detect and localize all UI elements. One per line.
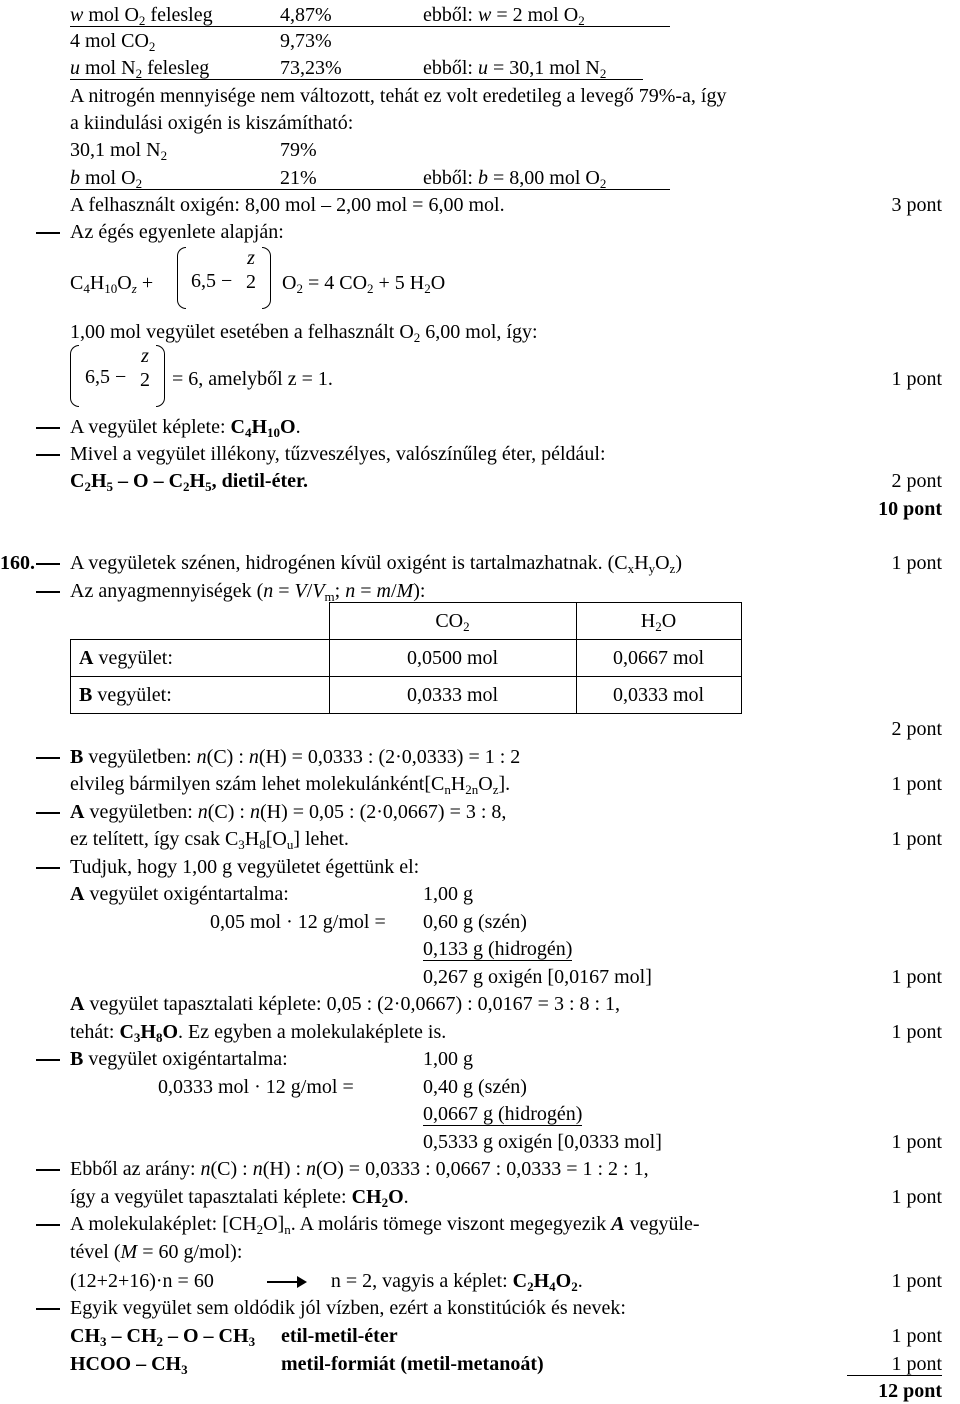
paragraph-line: Az anyagmennyiségek ($n = V/V_m$; n = m/M): xyxy=(70,580,426,604)
percent: 73,23% xyxy=(280,57,342,79)
fraction-denominator: 2 xyxy=(246,271,256,293)
question-number: 160. xyxy=(0,552,35,574)
fraction-denominator: 2 xyxy=(140,369,150,391)
points-total: 10 pont xyxy=(878,498,942,520)
table-header-row xyxy=(71,603,742,640)
text: mol $O_2$ felesleg xyxy=(83,4,213,28)
paragraph-line: A vegyület tapasztalati képlete: 0,05 : (2·0,0667) : 0,0167 = 3 : 8 : 1, xyxy=(70,993,621,1015)
result: ebből: w = 2 mol $O_2$ xyxy=(423,4,585,28)
arrow-right-icon xyxy=(267,1281,305,1283)
percent: 21% xyxy=(280,167,317,189)
points-underlined: 1 pont xyxy=(847,1353,942,1376)
table-header: $H_2O$ xyxy=(576,603,741,640)
compound-name: metil-formiát (metil-metanoát) xyxy=(281,1353,544,1375)
points: 1 pont xyxy=(891,966,942,988)
paragraph-line: A molekulaképlet: $[CH_2O]_n$. A moláris tömege viszont megegyezik A vegyüle- xyxy=(70,1213,700,1237)
paragraph-line: Ebből az arány: n(C) : n(H) : n(O) = 0,0333 : 0,0667 : 0,0333 = 1 : 2 : 1, xyxy=(70,1158,649,1180)
paren-right xyxy=(156,345,165,407)
paren-left xyxy=(177,247,186,309)
fraction xyxy=(135,346,155,394)
paragraph-line: A felhasznált oxigén: 8,00 mol – 2,00 mol = 6,00 mol. xyxy=(70,194,505,216)
calc-value xyxy=(423,1101,582,1127)
equation-combustion: $C_4H_{10}O_z$ + xyxy=(70,272,154,296)
compound-name: etil-metil-éter xyxy=(281,1325,398,1347)
line-co2 xyxy=(70,28,332,54)
calc-value-underlined: 0,0667 g (hidrogén) xyxy=(423,1103,583,1125)
points: 2 pont xyxy=(891,718,942,740)
text: 30,1 mol $N_2$ xyxy=(70,139,168,163)
paragraph-line: A nitrogén mennyisége nem változott, tehát ez volt eredetileg a levegő 79%-a, így xyxy=(70,85,727,107)
points: 1 pont xyxy=(891,1270,942,1292)
paragraph-line: 1,00 mol vegyület esetében a felhasznált $O_2$ 6,00 mol, így: xyxy=(70,321,538,345)
calc-value: 1,00 g xyxy=(423,883,473,905)
calc-value: 0,40 g (szén) xyxy=(423,1076,527,1098)
paragraph-line: A vegyületek szénen, hidrogénen kívül oxigént is tartalmazhatnak. $(C_xH_yO_z)$ xyxy=(70,552,682,576)
fraction-numerator: z xyxy=(247,247,255,269)
formula-line: HCOO – $CH_3$ xyxy=(70,1353,188,1377)
paragraph-line: ez telített, így csak $C_3H_8[O_u]$ lehet. xyxy=(70,828,349,852)
calc-label: B vegyület oxigéntartalma: xyxy=(70,1048,288,1070)
paragraph-line: tével (M = 60 g/mol): xyxy=(70,1241,243,1263)
percent: 4,87% xyxy=(280,4,332,26)
paragraph-line: A vegyületben: n(C) : n(H) = 0,05 : (2·0,0667) = 3 : 8, xyxy=(70,801,507,823)
calc-label: 0,0333 mol · 12 g/mol = xyxy=(158,1076,354,1098)
table-cell: 0,0333 mol xyxy=(329,677,576,714)
points: 1 pont xyxy=(891,1186,942,1208)
text: 4 mol $CO_2$ xyxy=(70,30,156,54)
points: 1 pont xyxy=(891,552,942,574)
percent: 9,73% xyxy=(280,30,332,52)
eq-rhs: $O_2 = 4$ $CO_2 + 5$ $H_2O$ xyxy=(282,272,446,296)
table-row xyxy=(71,640,742,677)
var-w: w xyxy=(70,4,84,26)
table-cell xyxy=(71,603,330,640)
eq-term: 6,5 − xyxy=(191,270,233,292)
line-w-oxygen xyxy=(70,2,670,28)
points xyxy=(847,1351,942,1377)
points: 1 pont xyxy=(891,773,942,795)
paren-left xyxy=(70,345,79,407)
points: 1 pont xyxy=(891,828,942,850)
line-b-oxygen xyxy=(70,165,670,191)
points: 1 pont xyxy=(891,1021,942,1043)
paragraph-line: így a vegyület tapasztalati képlete: $CH_2O$. xyxy=(70,1186,409,1210)
table-cell: 0,0667 mol xyxy=(576,640,741,677)
result: ebből: u = 30,1 mol $N_2$ xyxy=(423,57,607,81)
table-cell: A vegyület: xyxy=(71,640,330,677)
table-row xyxy=(71,677,742,714)
formula-line: $CH_3 - CH_2$ – O – $CH_3$ xyxy=(70,1325,256,1349)
paren-right xyxy=(262,247,271,309)
paragraph-line: Tudjuk, hogy 1,00 g vegyületet égettünk el: xyxy=(70,856,420,878)
paragraph-line: a kiindulási oxigén is kiszámítható: xyxy=(70,112,354,134)
calc-label: A vegyület oxigéntartalma: xyxy=(70,883,289,905)
paragraph-line: Mivel a vegyület illékony, tűzveszélyes, valószínűleg éter, például: xyxy=(70,443,606,465)
points: 1 pont xyxy=(891,1325,942,1347)
points: 1 pont xyxy=(891,1131,942,1153)
points: 3 pont xyxy=(891,194,942,216)
table-header: $CO_2$ xyxy=(329,603,576,640)
result: ebből: b = 8,00 mol $O_2$ xyxy=(423,167,607,191)
calc-value xyxy=(423,936,572,962)
paragraph-line: elvileg bármilyen szám lehet $molekulánként[C_nH_{2n}O_z]$. xyxy=(70,773,511,797)
formula-line: $C_2H_5$ – O – $C_2H_5$, dietil-éter. xyxy=(70,470,309,494)
table-cell: 0,0500 mol xyxy=(329,640,576,677)
fraction-numerator: z xyxy=(141,345,149,367)
points: 1 pont xyxy=(891,368,942,390)
paragraph-line: (12+2+16)·n = 60 n = 2, vagyis a képlet: $C_2H_4O_2$. xyxy=(70,1270,583,1294)
line-u-nitrogen xyxy=(70,55,643,81)
paragraph-line: tehát: $C_3H_8O$. Ez egyben a molekulaképlete is. xyxy=(70,1021,447,1045)
calc-value: 0,60 g (szén) xyxy=(423,911,527,933)
paragraph-line: A vegyület képlete: $C_4H_{10}O$. xyxy=(70,416,301,440)
table-cell: B vegyület: xyxy=(71,677,330,714)
eq-rhs: = 6, amelyből z = 1. xyxy=(172,368,333,390)
fraction xyxy=(241,248,261,296)
points: 2 pont xyxy=(891,470,942,492)
calc-label: 0,05 mol · 12 g/mol = xyxy=(210,911,386,933)
text: b mol $O_2$ xyxy=(70,167,143,191)
calc-value: 0,5333 g oxigén [0,0333 mol] xyxy=(423,1131,662,1153)
line-n2 xyxy=(70,137,317,163)
eq-term: 6,5 − xyxy=(85,366,127,388)
paragraph-line: B vegyületben: n(C) : n(H) = 0,0333 : (2·0,0333) = 1 : 2 xyxy=(70,746,521,768)
percent: 79% xyxy=(280,139,317,161)
calc-value: 1,00 g xyxy=(423,1048,473,1070)
moles-table xyxy=(70,602,742,714)
calc-value-underlined: 0,133 g (hidrogén) xyxy=(423,938,573,960)
calc-value: 0,267 g oxigén [0,0167 mol] xyxy=(423,966,652,988)
paragraph-line: Az égés egyenlete alapján: xyxy=(70,221,284,243)
paragraph-line: Egyik vegyület sem oldódik jól vízben, ezért a konstitúciók és nevek: xyxy=(70,1297,626,1319)
table-cell: 0,0333 mol xyxy=(576,677,741,714)
text: u mol $N_2$ felesleg xyxy=(70,57,210,81)
points-total: 12 pont xyxy=(878,1380,942,1402)
